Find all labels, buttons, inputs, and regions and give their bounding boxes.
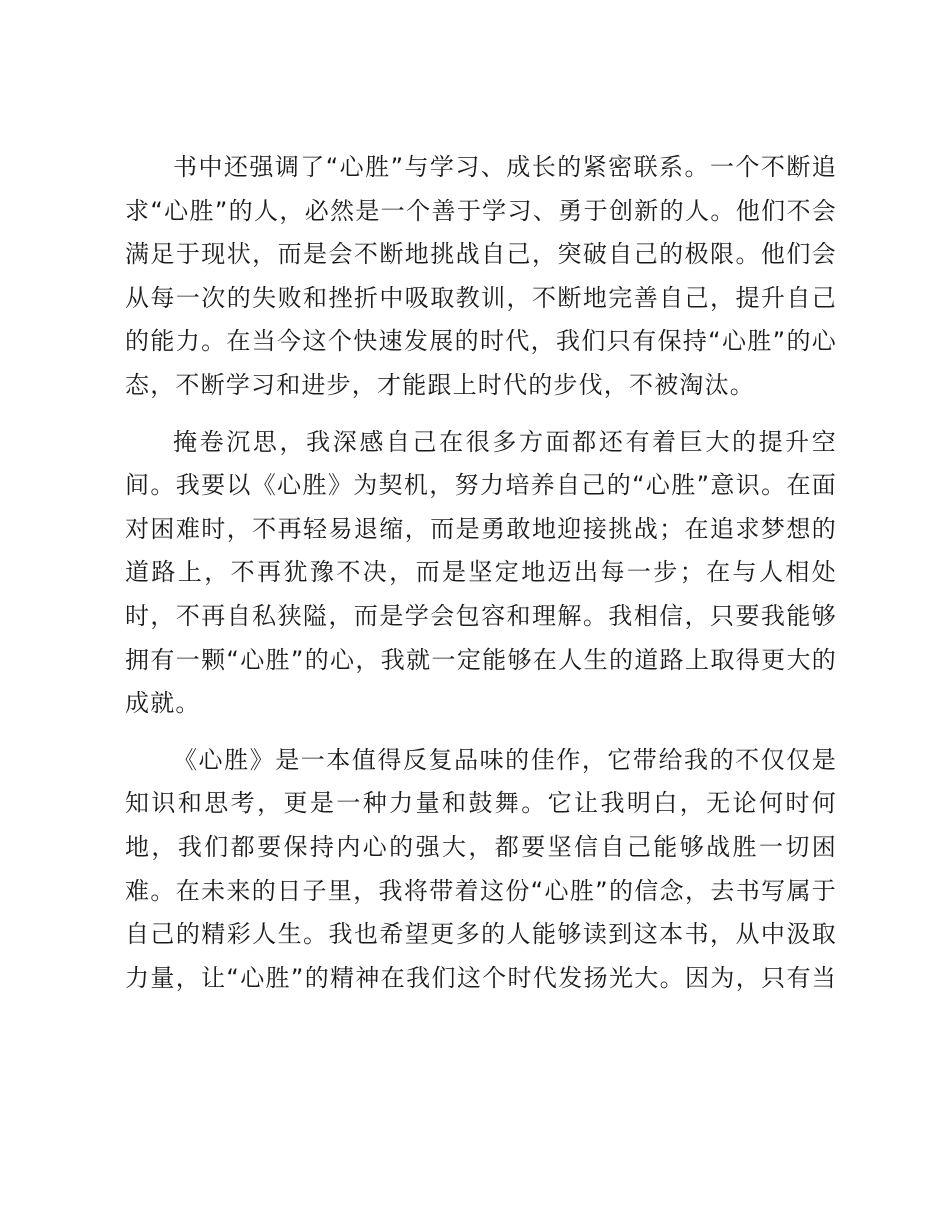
text-line: 知识和思考，更是一种力量和鼓舞。它让我明白，无论何时何 [125,789,837,818]
paragraph-1 [125,146,837,408]
paragraph-3 [125,739,837,1001]
text-line: 书中还强调了“心胜”与学习、成长的紧密联系。一个不断追 [173,153,837,181]
text-line: 道路上，不再犹豫不决，而是坚定地迈出每一步；在与人相处 [125,558,837,587]
text-line: 时，不再自私狭隘，而是学会包容和理解。我相信，只要我能够 [125,601,837,630]
text-line: 力量，让“心胜”的精神在我们这个时代发扬光大。因为，只有当 [125,963,837,992]
text-line: 地，我们都要保持内心的强大，都要坚信自己能够战胜一切困 [125,832,837,861]
text-line: 对困难时，不再轻易退缩，而是勇敢地迎接挑战；在追求梦想的 [125,514,837,543]
text-line: 从每一次的失败和挫折中吸取教训，不断地完善自己，提升自己 [125,283,837,312]
text-line: 《心胜》是一本值得反复品味的佳作，它带给我的不仅仅是 [173,745,837,774]
text-line: 掩卷沉思，我深感自己在很多方面都还有着巨大的提升空 [173,427,837,456]
text-line: 态，不断学习和进步，才能跟上时代的步伐，不被淘汰。 [125,370,755,399]
text-line: 拥有一颗“心胜”的心，我就一定能够在人生的道路上取得更大的 [125,645,837,674]
text-line: 自己的精彩人生。我也希望更多的人能够读到这本书，从中汲取 [125,920,837,949]
text-line: 间。我要以《心胜》为契机，努力培养自己的“心胜”意识。在面 [125,471,837,500]
text-line: 难。在未来的日子里，我将带着这份“心胜”的信念，去书写属于 [125,876,837,905]
paragraph-2 [125,421,837,726]
text-line: 满足于现状，而是会不断地挑战自己，突破自己的极限。他们会 [125,240,837,269]
document-body [125,146,837,1013]
text-line: 成就。 [125,689,201,718]
text-line: 求“心胜”的人，必然是一个善于学习、勇于创新的人。他们不会 [125,196,837,225]
text-line: 的能力。在当今这个快速发展的时代，我们只有保持“心胜”的心 [125,327,837,356]
